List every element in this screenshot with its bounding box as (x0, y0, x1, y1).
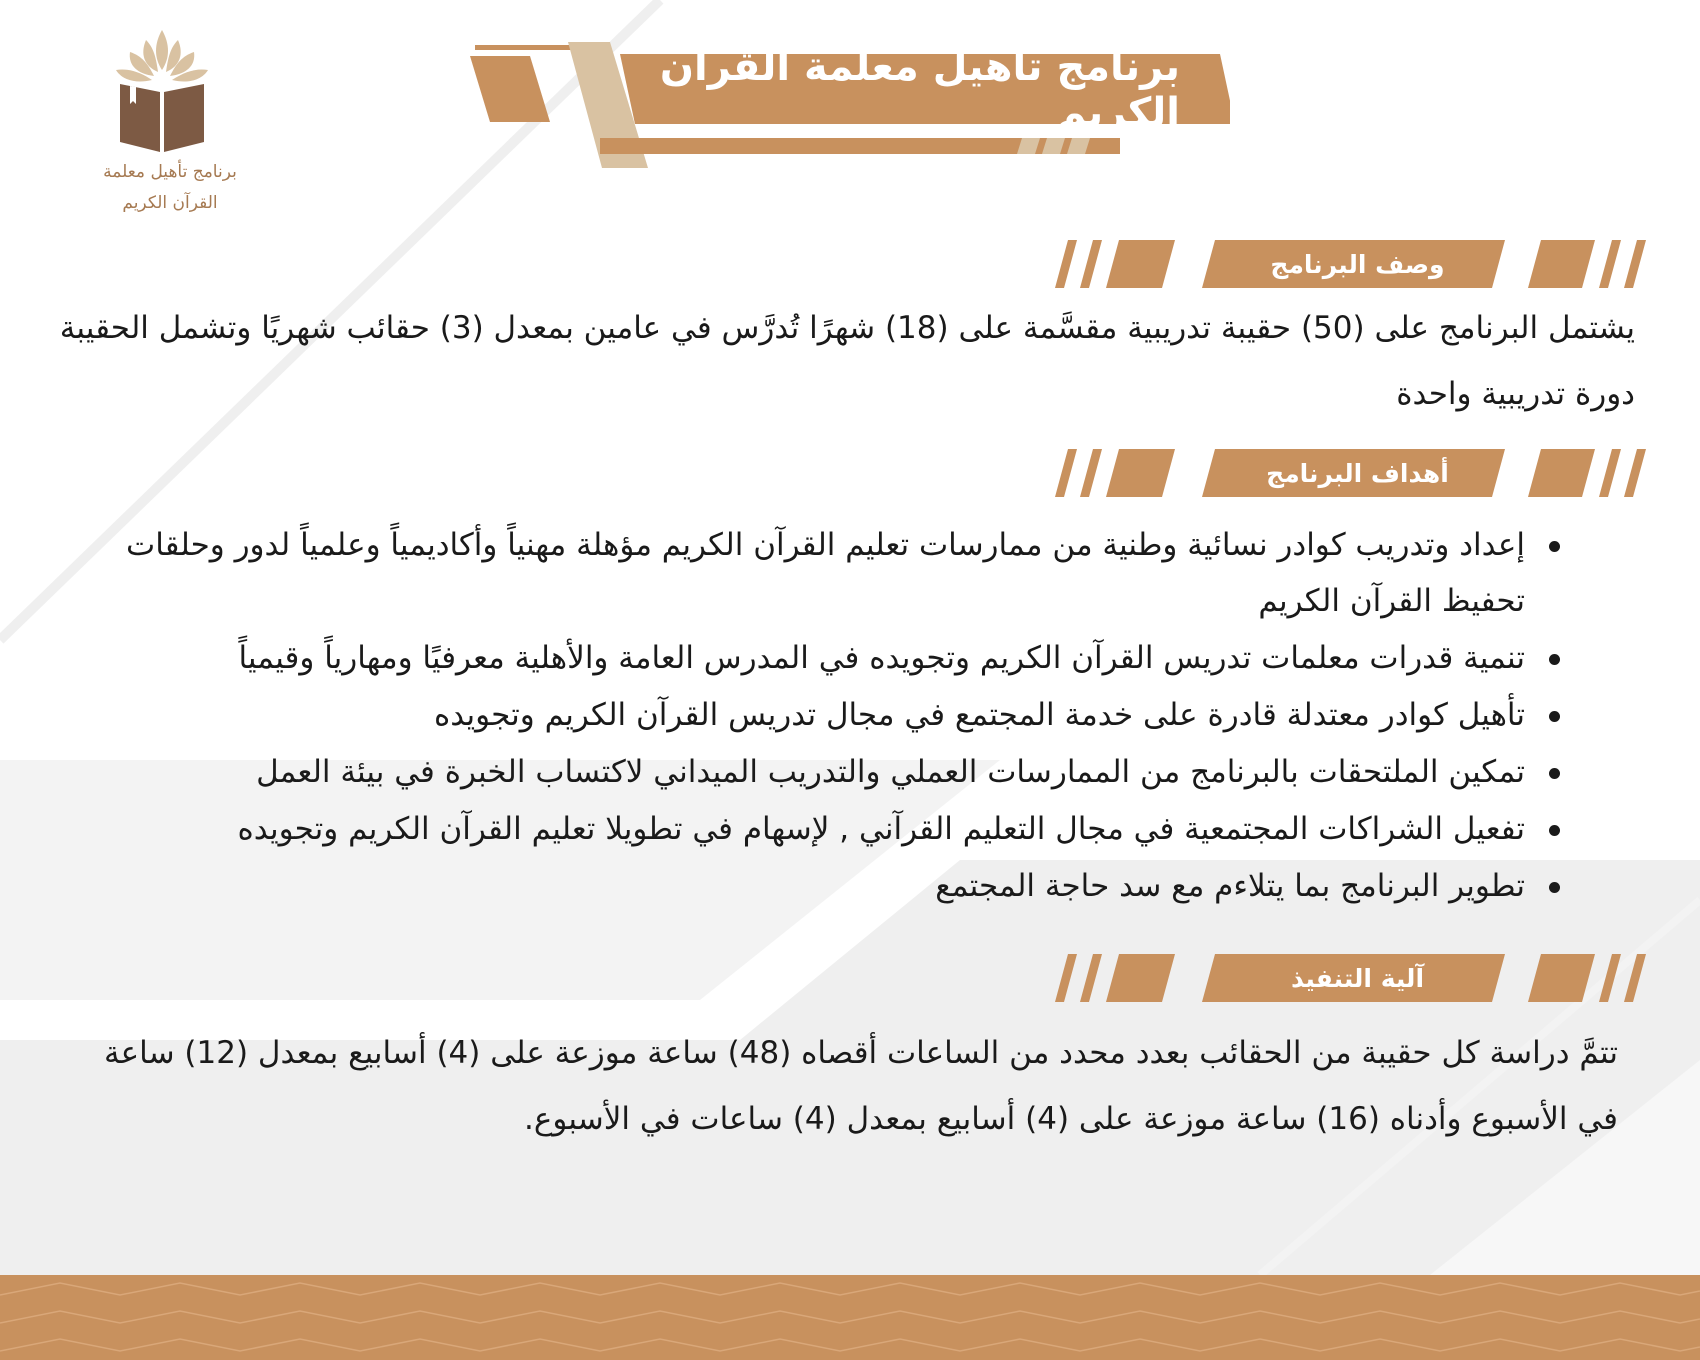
section-header-description (1055, 236, 1650, 292)
implementation-text: تتمَّ دراسة كل حقيبة من الحقائب بعدد محدد من الساعات أقصاه (48) ساعة موزعة على (4) أسابيع بمعدل (12) ساعة في الأسبوع وأدناه (16) ساعة موزعة على (4) أسابيع بمعدل (4) ساعات في الأسبوع. (104, 1035, 1618, 1137)
list-item: تمكين الملتحقات بالبرنامج من الممارسات العملي والتدريب الميداني لاكتساب الخبرة في بيئة العمل (85, 744, 1565, 800)
section-header-implementation (1055, 950, 1650, 1006)
description-text: يشتمل البرنامج على (50) حقيبة تدريبية مقسَّمة على (18) شهرًا تُدرَّس في عامين بمعدل (3) حقائب شهريًا وتشمل الحقيبة دورة تدريبية واحدة (59, 310, 1635, 412)
goals-list (85, 517, 1565, 915)
list-item: تأهيل كوادر معتدلة قادرة على خدمة المجتمع في مجال تدريس القرآن الكريم وتجويده (85, 687, 1565, 743)
book-lotus-icon (112, 28, 212, 154)
footer-band (0, 1275, 1700, 1360)
section-title-implementation: آلية التنفيذ (1290, 963, 1425, 993)
list-item: تنمية قدرات معلمات تدريس القرآن الكريم وتجويده في المدرس العامة والأهلية معرفيًا ومهارياً وقيمياً (85, 630, 1565, 686)
logo-caption-line1: برنامج تأهيل معلمة (103, 162, 237, 182)
list-item: تفعيل الشراكات المجتمعية في مجال التعليم القرآني , لإسهام في تطويلا تعليم القرآن الكريم وتجويده (85, 801, 1565, 857)
section-header-goals (1055, 445, 1650, 501)
section-title-description: وصف البرنامج (1270, 249, 1445, 279)
list-item: إعداد وتدريب كوادر نسائية وطنية من ممارسات تعليم القرآن الكريم مؤهلة مهنياً وأكاديمياً وعلمياً لدور وحلقات تحفيظ القرآن الكريم (85, 517, 1565, 629)
list-item: تطوير البرنامج بما يتلاءم مع سد حاجة المجتمع (85, 858, 1565, 914)
logo-caption-line2: القرآن الكريم (122, 193, 218, 213)
page-title: برنامج تأهيل معلمة القرآن الكريم (659, 44, 1180, 136)
section-title-goals: أهداف البرنامج (1266, 458, 1449, 488)
